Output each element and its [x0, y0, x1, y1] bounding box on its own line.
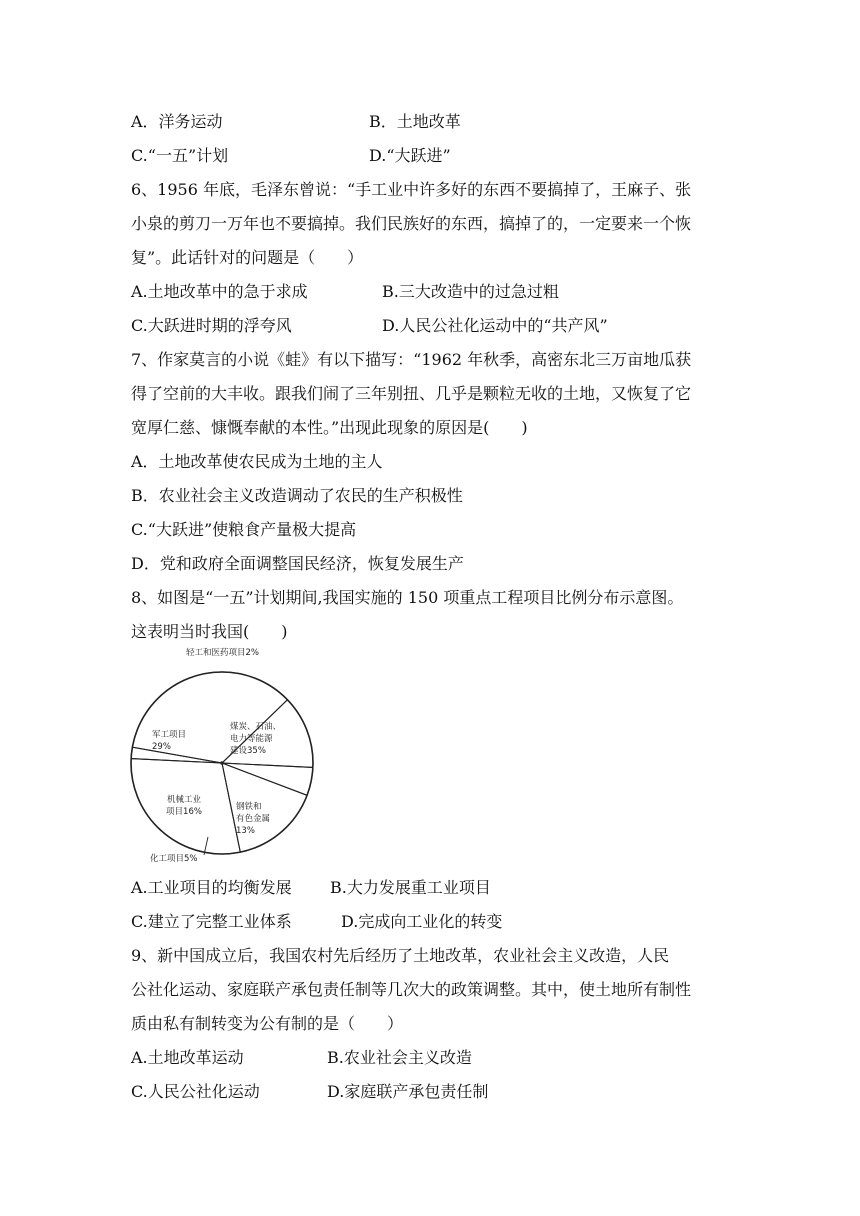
q5-option-d: D.“大跃进” — [369, 146, 451, 165]
q9-option-d: D.家庭联产承包责任制 — [327, 1082, 489, 1101]
pie-slice-label: 钢铁和有色金属 13% — [236, 802, 271, 836]
pie-slice-label: 机械工业项目16% — [166, 795, 202, 817]
q5-option-a: A．洋务运动 — [131, 112, 223, 131]
q8-stem-line2: 这表明当时我国( ) — [131, 622, 288, 641]
q9-stem-line2: 公社化运动、家庭联产承包责任制等几次大的政策调整。其中，使土地所有制性 — [131, 980, 692, 999]
q6-stem-line2: 小泉的剪刀一万年也不要搞掉。我们民族好的东西，搞掉了的，一定要来一个恢 — [131, 214, 692, 233]
q8-option-c: C.建立了完整工业体系 — [131, 912, 292, 931]
q6-option-a: A.土地改革中的急于求成 — [131, 282, 308, 301]
pie-slice-label: 化工项目5% — [150, 854, 198, 864]
q6-stem-line3: 复”。此话针对的问题是（ ） — [131, 248, 364, 267]
q9-option-a: A.土地改革运动 — [131, 1048, 244, 1067]
q9-option-b: B.农业社会主义改造 — [327, 1048, 472, 1067]
q7-stem-line3: 宽厚仁慈、慷慨奉献的本性。”出现此现象的原因是( ) — [131, 418, 528, 437]
q5-option-c: C.“一五”计划 — [131, 146, 229, 165]
q9-stem-line1: 9、新中国成立后，我国农村先后经历了土地改革，农业社会主义改造，人民 — [131, 946, 670, 965]
q7-stem-line2: 得了空前的大丰收。跟我们闹了三年别扭、几乎是颗粒无收的土地，又恢复了它 — [131, 384, 692, 403]
q8-option-a: A.工业项目的均衡发展 — [131, 878, 292, 897]
q5-option-b: B．土地改革 — [369, 112, 461, 131]
pie-slice-label: 煤炭、石油、电力等能源建设35% — [230, 722, 282, 756]
q7-option-a: A．土地改革使农民成为土地的主人 — [131, 452, 383, 471]
q8-option-d: D.完成向工业化的转变 — [341, 912, 503, 931]
q7-option-c: C.“大跃进”使粮食产量极大提高 — [131, 520, 357, 539]
pie-slice-label: 轻工和医药项目2% — [186, 648, 259, 658]
q6-option-d: D.人民公社化运动中的“共产风” — [382, 316, 608, 335]
pie-slice-label: 军工项目 29% — [152, 730, 187, 752]
q7-option-d: D．党和政府全面调整国民经济，恢复发展生产 — [131, 554, 464, 573]
q7-stem-line1: 7、作家莫言的小说《蛙》有以下描写：“1962 年秋季，高密东北三万亩地瓜获 — [131, 350, 692, 369]
project-distribution-pie-chart — [122, 645, 322, 870]
q9-option-c: C.人民公社化运动 — [131, 1082, 260, 1101]
q8-option-b: B.大力发展重工业项目 — [330, 878, 491, 897]
q6-stem-line1: 6、1956 年底，毛泽东曾说：“手工业中许多好的东西不要搞掉了，王麻子、张 — [131, 180, 692, 199]
q6-option-b: B.三大改造中的过急过粗 — [382, 282, 559, 301]
q8-stem-line1: 8、如图是“一五”计划期间,我国实施的 150 项重点工程项目比例分布示意图。 — [131, 588, 684, 607]
q9-stem-line3: 质由私有制转变为公有制的是（ ） — [131, 1014, 404, 1033]
q6-option-c: C.大跃进时期的浮夸风 — [131, 316, 292, 335]
q7-option-b: B．农业社会主义改造调动了农民的生产积极性 — [131, 486, 463, 505]
pie-center-dot — [220, 761, 224, 765]
